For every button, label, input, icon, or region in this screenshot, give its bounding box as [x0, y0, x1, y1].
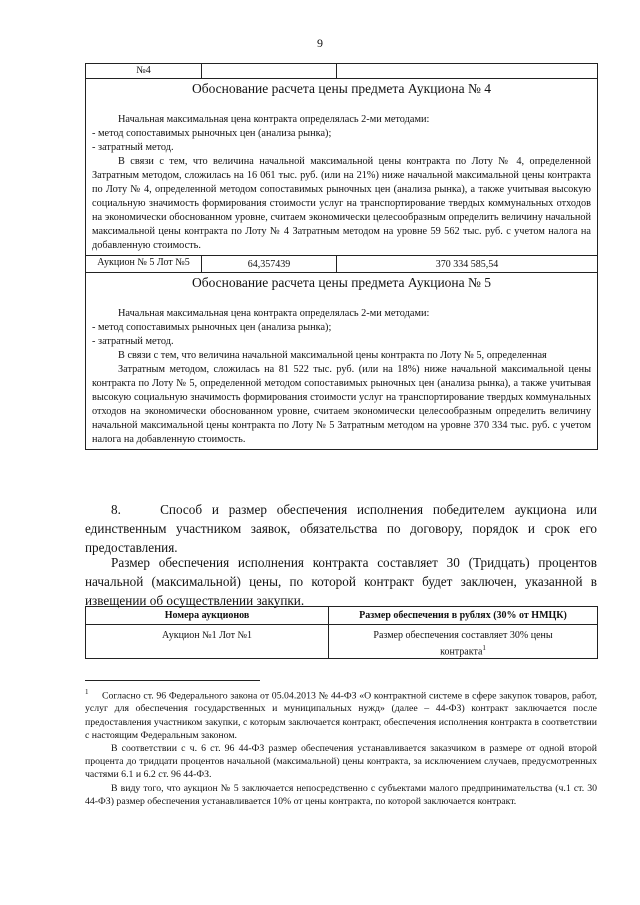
section-8-title: Способ и размер обеспечения исполнения победителем аукциона или единственным участником заявок, обязательства по договору, порядок и срок его предоставления. [85, 502, 597, 555]
lot5-method-market: - метод сопоставимых рыночных цен (анализа рынка); [92, 322, 332, 333]
header-auction-numbers: Номера аукционов [86, 607, 329, 625]
lot4-row [86, 64, 598, 79]
footnote-divider [85, 680, 260, 681]
lot5-row [86, 256, 598, 273]
lot4-conclusion: В связи с тем, что величина начальной максимальной цены контракта по Лоту № 4, определенной Затратным методом, сложилась на 16 061 тыс. руб. (или на 21%) ниже начальной максимальной цены контракта по Лоту № 4, определенной методом сопоставимых рыночных цен (анализа рынка), а также учитывая высокую социальную значимость формирования стоимости услуг на транспортирование твердых коммунальных отходов на экономически обоснованном уровне, считаем экономически целесообразным определить величину начальной максимальной цены контракта по Лоту № 4 Затратным методом на уровне 59 562 тыс. руб. с учетом налога на добавленную стоимость. [92, 156, 591, 251]
footnote-p1: Согласно ст. 96 Федерального закона от 05.04.2013 № 44-ФЗ «О контрактной системе в сфере закупок товаров, работ, услуг для обеспечения государственных и муниципальных нужд» (далее – 44-ФЗ) контракт заключается после предоставления участником закупки, с которым заключается контракт, обеспечения исполнения контракта в соответствии с настоящим Федеральным законом. [85, 690, 597, 741]
security-table-header [86, 607, 598, 625]
footnote-p3: В виду того, что аукцион № 5 заключается непосредственно с субъектами малого предпринимательства (ч.1 ст. 30 44-ФЗ) размер обеспечения устанавливается 10% от цены контракта, по которой заключается контракт. [85, 782, 597, 807]
lots-price-table [85, 63, 598, 450]
lot4-method-cost: - затратный метод. [92, 142, 174, 153]
security-amount: Размер обеспечения составляет 30% цены контракта [373, 630, 553, 658]
page-number: 9 [317, 36, 323, 50]
table-row [86, 625, 598, 659]
lot5-methods-intro: Начальная максимальная цена контракта определялась 2-ми методами: [118, 308, 430, 319]
section-8-heading [85, 500, 597, 557]
lot5-coef: 64,357439 [202, 256, 337, 273]
lot4-methods-intro: Начальная максимальная цена контракта определялась 2-ми методами: [118, 114, 430, 125]
footnote-p2: В соответствии с ч. 6 ст. 96 44-ФЗ размер обеспечения устанавливается заказчиком в размере от одной второй процента до тридцати процентов начальной (максимальной) цены контракта, за исключением случаев, предусмотренных частями 6.1 и 6.2 ст. 96 44-ФЗ. [85, 743, 597, 781]
security-table [85, 606, 598, 659]
lot5-conclusion: Затратным методом, сложилась на 81 522 тыс. руб. (или на 18%) ниже начальной максимальной цены контракта по Лоту № 5, определенной методом сопоставимых рыночных цен (анализа рынка), а также учитывая высокую социальную значимость формирования стоимости услуг на транспортирование твердых коммунальных отходов на экономически обоснованном уровне, считаем экономически целесообразным определить величину начальной максимальной цены контракта по Лоту № 5 Затратным методом на уровне 370 334 тыс. руб. с учетом налога на добавленную стоимость. [92, 364, 591, 445]
lot5-label: Аукцион № 5 Лот №5 [86, 256, 202, 273]
footnote-marker: 1 [85, 688, 89, 696]
lot4-justification-title: Обоснование расчета цены предмета Аукциона № 4 [191, 81, 492, 96]
lot5-justification [86, 273, 598, 450]
lot4-label: №4 [86, 64, 202, 79]
footnote-ref: 1 [482, 644, 486, 652]
header-security-amount: Размер обеспечения в рублях (30% от НМЦК) [329, 607, 598, 625]
section-8-number: 8. [111, 502, 121, 517]
lot5-price: 370 334 585,54 [337, 256, 598, 273]
footnote [85, 686, 597, 808]
lot4-justification-row [86, 79, 598, 256]
lot5-method-cost: - затратный метод. [92, 336, 174, 347]
security-amount-cell [329, 625, 598, 659]
security-auction: Аукцион №1 Лот №1 [86, 625, 329, 659]
lot5-justification-row [86, 273, 598, 450]
lot5-conclusion-start: В связи с тем, что величина начальной максимальной цены контракта по Лоту № 5, определенная [118, 350, 547, 361]
section-8-text: Размер обеспечения исполнения контракта составляет 30 (Тридцать) процентов начальной (максимальной) цены, по которой контракт будет заключен, указанной в извещении об осуществлении закупки. [85, 555, 597, 608]
lot5-justification-title: Обоснование расчета цены предмета Аукциона № 5 [191, 275, 492, 290]
lot4-coef [202, 64, 337, 79]
lot4-method-market: - метод сопоставимых рыночных цен (анализа рынка); [92, 128, 332, 139]
section-8-body [85, 553, 597, 610]
lot4-price [337, 64, 598, 79]
lot4-justification [86, 79, 598, 256]
